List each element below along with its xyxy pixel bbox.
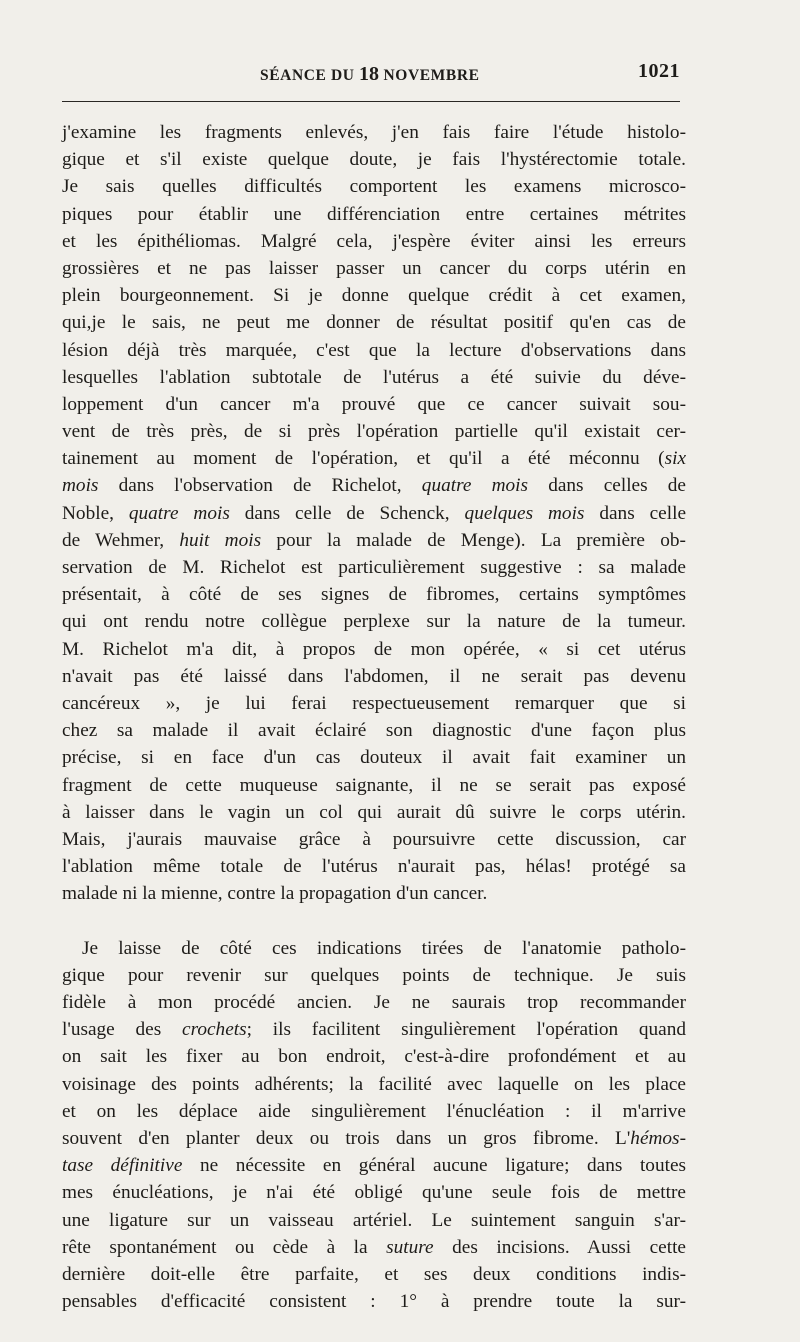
text-run: pour la malade de Menge). La première ob- bbox=[261, 529, 686, 551]
text-line: malade ni la mienne, contre la propagation d'un cancer. bbox=[62, 883, 488, 905]
text-line bbox=[62, 1234, 686, 1261]
italic-text: crochets bbox=[182, 1019, 247, 1041]
italic-text: quelques mois bbox=[464, 502, 585, 524]
text-line: et on les déplace aide singulièrement l'énucléation : il m'arrive bbox=[62, 1100, 686, 1122]
running-title bbox=[260, 63, 480, 86]
running-title-part: NOVEMBRE bbox=[379, 67, 480, 84]
text-line: M. Richelot m'a dit, à propos de mon opérée, « si cet utérus bbox=[62, 638, 686, 660]
italic-text: huit mois bbox=[179, 529, 262, 551]
text-line: l'ablation même totale de l'utérus n'aurait pas, hélas! protégé sa bbox=[62, 856, 686, 878]
text-line: et les épithéliomas. Malgré cela, j'espère éviter ainsi les erreurs bbox=[62, 230, 686, 252]
text-line: loppement d'un cancer m'a prouvé que ce cancer suivait sou- bbox=[62, 393, 686, 415]
text-run: des incisions. Aussi cette bbox=[433, 1236, 686, 1258]
text-line: piques pour établir une différenciation entre certaines métrites bbox=[62, 203, 686, 225]
text-line bbox=[62, 500, 686, 527]
text-run: Noble, bbox=[62, 502, 129, 524]
text-line: lesquelles l'ablation subtotale de l'utérus a été suivie du déve- bbox=[62, 366, 686, 388]
text-line: gique et s'il existe quelque doute, je fais l'hystérectomie totale. bbox=[62, 149, 686, 171]
text-run: dans celles de bbox=[528, 475, 686, 497]
text-line: cancéreux », je lui ferai respectueusement remarquer que si bbox=[62, 692, 686, 714]
text-line: n'avait pas été laissé dans l'abdomen, il ne serait pas devenu bbox=[62, 665, 686, 687]
text-line: lésion déjà très marquée, c'est que la lecture d'observations dans bbox=[62, 339, 686, 361]
text-line: qui,je le sais, ne peut me donner de résultat positif qu'en cas de bbox=[62, 312, 686, 334]
text-run: souvent d'en planter deux ou trois dans un gros fibrome. L' bbox=[62, 1127, 631, 1149]
italic-text: quatre mois bbox=[421, 475, 529, 497]
paragraph-2 bbox=[62, 935, 686, 1316]
page-header bbox=[62, 60, 680, 88]
text-run: dans celle bbox=[584, 502, 687, 524]
text-line: Mais, j'aurais mauvaise grâce à poursuivre cette discussion, car bbox=[62, 828, 686, 850]
text-run: de Wehmer, bbox=[62, 529, 180, 551]
text-line: à laisser dans le vagin un col qui aurait dû suivre le corps utérin. bbox=[62, 801, 686, 823]
italic-text: hémos- bbox=[630, 1127, 686, 1149]
text-line: fidèle à mon procédé ancien. Je ne saurais trop recommander bbox=[62, 992, 686, 1013]
text-run: ; ils facilitent singulièrement l'opération quand bbox=[246, 1019, 687, 1041]
text-line: servation de M. Richelot est particulièrement suggestive : sa malade bbox=[62, 557, 686, 578]
paragraph-1 bbox=[62, 119, 686, 907]
italic-text: mois bbox=[62, 475, 99, 497]
text-line: grossières et ne pas laisser passer un cancer du corps utérin en bbox=[62, 257, 686, 279]
italic-text: suture bbox=[386, 1236, 434, 1258]
text-line: chez sa malade il avait éclairé son diagnostic d'une façon plus bbox=[62, 720, 686, 742]
text-line: plein bourgeonnement. Si je donne quelque crédit à cet examen, bbox=[62, 285, 686, 307]
text-run: rête spontanément ou cède à la bbox=[62, 1236, 387, 1258]
text-line: Je laisse de côté ces indications tirées de l'anatomie patholo- bbox=[82, 937, 686, 959]
page-number: 1021 bbox=[638, 60, 680, 82]
header-rule bbox=[62, 101, 680, 102]
text-line bbox=[62, 445, 686, 472]
text-line: précise, si en face d'un cas douteux il avait fait examiner un bbox=[62, 747, 686, 769]
text-line bbox=[62, 472, 686, 499]
text-line: Je sais quelles difficultés comportent les examens microsco- bbox=[62, 176, 686, 198]
text-run: l'usage des bbox=[62, 1019, 183, 1041]
text-line: mes énucléations, je n'ai été obligé qu'une seule fois de mettre bbox=[62, 1182, 686, 1204]
text-line: une ligature sur un vaisseau artériel. Le suintement sanguin s'ar- bbox=[62, 1209, 686, 1231]
body-text bbox=[62, 119, 686, 1315]
text-line: voisinage des points adhérents; la facilité avec laquelle on les place bbox=[62, 1073, 686, 1095]
italic-text: six bbox=[664, 448, 686, 470]
text-line: on sait les fixer au bon endroit, c'est-à-dire profondément et au bbox=[62, 1046, 686, 1068]
text-line: j'examine les fragments enlevés, j'en fais faire l'étude histolo- bbox=[62, 122, 686, 143]
text-line: dernière doit-elle être parfaite, et ses deux conditions indis- bbox=[62, 1263, 686, 1285]
text-line bbox=[62, 1016, 686, 1043]
paragraph-gap bbox=[62, 907, 686, 934]
text-line: pensables d'efficacité consistent : 1° à prendre toute la sur- bbox=[62, 1291, 686, 1313]
italic-text: tase définitive bbox=[62, 1155, 183, 1177]
text-run: dans l'observation de Richelot, bbox=[98, 475, 422, 497]
italic-text: quatre mois bbox=[128, 502, 230, 524]
text-line: gique pour revenir sur quelques points de technique. Je suis bbox=[62, 964, 686, 986]
text-line: fragment de cette muqueuse saignante, il ne se serait pas exposé bbox=[62, 774, 686, 796]
running-title-part: SÉANCE DU bbox=[260, 67, 360, 84]
text-line: vent de très près, de si près l'opération partielle qu'il existait cer- bbox=[62, 421, 686, 443]
text-line bbox=[62, 1152, 686, 1179]
text-line: qui ont rendu notre collègue perplexe sur la nature de la tumeur. bbox=[62, 611, 686, 633]
text-run: ne nécessite en général aucune ligature; dans toutes bbox=[182, 1155, 687, 1177]
text-line bbox=[62, 1125, 686, 1152]
text-line: présentait, à côté de ses signes de fibromes, certains symptômes bbox=[62, 584, 686, 606]
text-line bbox=[62, 527, 686, 554]
text-run: tainement au moment de l'opération, et qu'il a été méconnu ( bbox=[62, 448, 665, 470]
text-run: dans celle de Schenck, bbox=[229, 502, 465, 524]
running-title-date: 18 bbox=[359, 63, 380, 85]
